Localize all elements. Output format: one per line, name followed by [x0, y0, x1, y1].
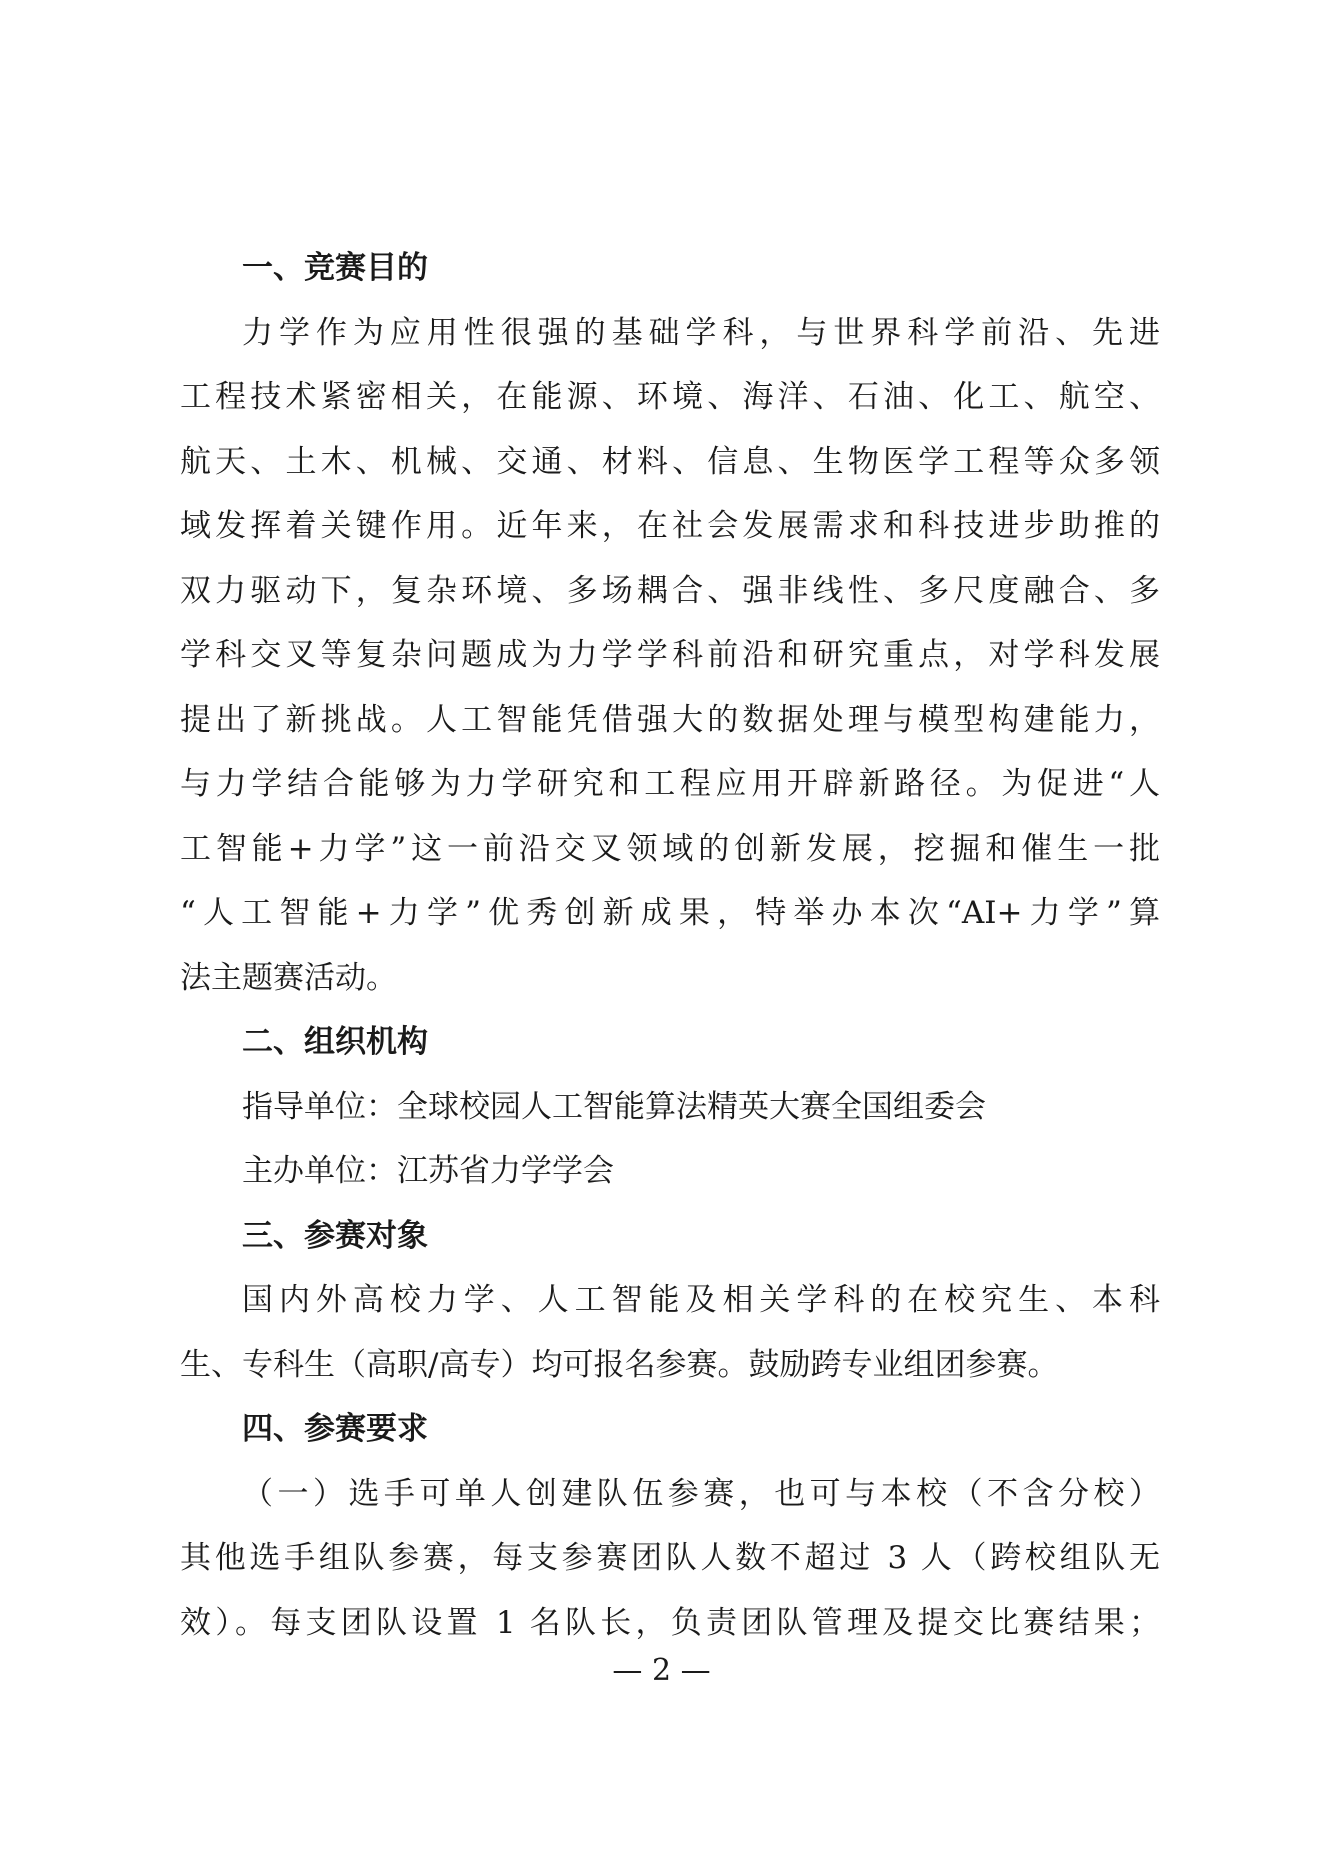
paragraph-line: “人工智能+力学”优秀创新成果，特举办本次“AI+力学”算 [180, 895, 1160, 931]
paragraph-line: 生、专科生（高职/高专）均可报名参赛。鼓励跨专业组团参赛。 [180, 1346, 1059, 1383]
paragraph-line: 其他选手组队参赛，每支参赛团队人数不超过 3 人（跨校组队无 [180, 1540, 1160, 1576]
section-heading-organization: 二、组织机构 [242, 1024, 428, 1060]
page-number: — 2 — [612, 1653, 711, 1688]
paragraph-line: 与力学结合能够为力学研究和工程应用开辟新路径。为促进“人 [180, 766, 1160, 802]
guiding-unit-line: 指导单位：全球校园人工智能算法精英大赛全国组委会 [242, 1088, 986, 1125]
paragraph-line: 域发挥着关键作用。近年来，在社会发展需求和科技进步助推的 [180, 508, 1160, 544]
paragraph-line: 工程技术紧密相关，在能源、环境、海洋、石油、化工、航空、 [180, 379, 1160, 415]
paragraph-line: 力学作为应用性很强的基础学科，与世界科学前沿、先进 [242, 314, 1160, 351]
section-heading-purpose: 一、竞赛目的 [242, 250, 428, 286]
paragraph-line: 国内外高校力学、人工智能及相关学科的在校究生、本科 [242, 1282, 1160, 1318]
paragraph-line: 工智能+力学”这一前沿交叉领域的创新发展，挖掘和催生一批 [180, 830, 1160, 867]
paragraph-line: 学科交叉等复杂问题成为力学学科前沿和研究重点，对学科发展 [180, 637, 1160, 673]
paragraph-line: 提出了新挑战。人工智能凭借强大的数据处理与模型构建能力， [180, 701, 1160, 738]
paragraph-line: 双力驱动下，复杂环境、多场耦合、强非线性、多尺度融合、多 [180, 572, 1160, 609]
paragraph-line: 效）。每支团队设置 1 名队长，负责团队管理及提交比赛结果； [180, 1604, 1160, 1641]
document-body [180, 236, 1160, 1655]
paragraph-line: 法主题赛活动。 [180, 959, 397, 996]
section-heading-participants: 三、参赛对象 [242, 1217, 428, 1254]
paragraph-line: 航天、土木、机械、交通、材料、信息、生物医学工程等众多领 [180, 443, 1160, 480]
host-unit-line: 主办单位：江苏省力学学会 [242, 1153, 614, 1189]
section-heading-requirements: 四、参赛要求 [242, 1411, 428, 1447]
paragraph-line: （一）选手可单人创建队伍参赛，也可与本校（不含分校） [242, 1475, 1160, 1512]
